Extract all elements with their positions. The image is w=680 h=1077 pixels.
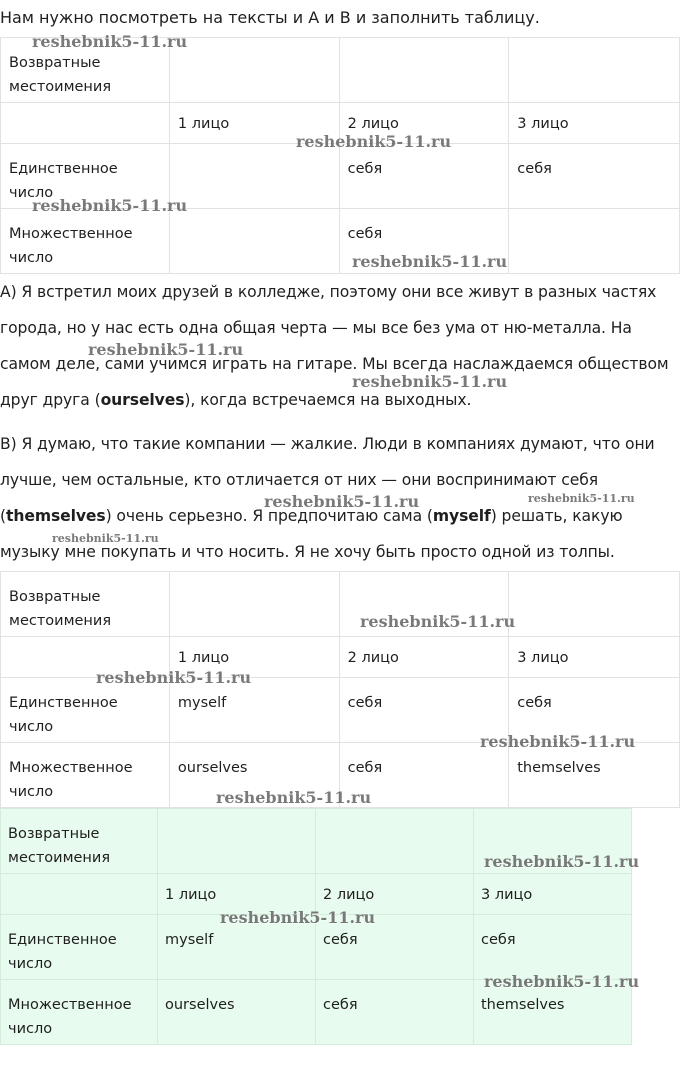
intro-text: Нам нужно посмотреть на тексты и А и В и заполнить таблицу. <box>0 8 540 27</box>
table-title-cell: Возвратные местоимения <box>1 38 170 103</box>
table-cell: себя <box>474 915 632 980</box>
table-cell: себя <box>509 144 680 209</box>
paragraph-b-text: ) очень серьезно. Я предпочитаю сама ( <box>105 507 433 525</box>
table-cell <box>169 209 339 274</box>
paragraph-b-text: ) решать, какую музыку мне покупать и что носить. Я не хочу быть просто одной из толпы. <box>0 507 623 561</box>
watermark: reshebnik5-11.ru <box>480 732 636 751</box>
table-cell <box>509 209 680 274</box>
table-title-cell: Возвратные местоимения <box>1 572 170 637</box>
watermark: reshebnik5-11.ru <box>96 668 252 687</box>
plural-row <box>1 209 680 274</box>
person-3-cell: 3 лицо <box>509 637 680 678</box>
table-cell: myself <box>158 915 316 980</box>
table-cell: себя <box>509 678 680 743</box>
table-cell: себя <box>339 144 509 209</box>
table-cell: themselves <box>474 980 632 1045</box>
singular-label: Единственное число <box>1 915 158 980</box>
table-cell: себя <box>316 915 474 980</box>
table-cell <box>158 809 316 874</box>
person-2-cell: 2 лицо <box>316 874 474 915</box>
table-cell: myself <box>169 678 339 743</box>
paragraph-a-text: ), когда встречаемся на выходных. <box>184 391 472 409</box>
watermark: reshebnik5-11.ru <box>296 132 452 151</box>
person-2-cell: 2 лицо <box>339 637 509 678</box>
watermark: reshebnik5-11.ru <box>352 252 508 271</box>
watermark: reshebnik5-11.ru <box>360 612 516 631</box>
bold-word: themselves <box>5 507 106 525</box>
plural-label: Множественное число <box>1 980 158 1045</box>
table-cell <box>1 874 158 915</box>
watermark: reshebnik5-11.ru <box>52 532 159 545</box>
pronoun-table-empty <box>0 37 680 274</box>
person-3-cell: 3 лицо <box>509 103 680 144</box>
singular-label: Единственное число <box>1 678 170 743</box>
watermark: reshebnik5-11.ru <box>352 372 508 391</box>
table-cell: себя <box>339 743 509 808</box>
watermark: reshebnik5-11.ru <box>484 852 640 871</box>
plural-label: Множественное число <box>1 209 170 274</box>
table-header-row <box>1 572 680 637</box>
table-cell: себя <box>339 209 509 274</box>
watermark: reshebnik5-11.ru <box>32 32 188 51</box>
watermark: reshebnik5-11.ru <box>264 492 420 511</box>
table-cell <box>509 38 680 103</box>
table-cell <box>169 572 339 637</box>
table-cell <box>339 38 509 103</box>
watermark: reshebnik5-11.ru <box>32 196 188 215</box>
person-3-cell: 3 лицо <box>474 874 632 915</box>
watermark: reshebnik5-11.ru <box>88 340 244 359</box>
table-cell <box>169 38 339 103</box>
table-cell: себя <box>339 678 509 743</box>
pronoun-table-filled <box>0 571 680 808</box>
table-cell: себя <box>316 980 474 1045</box>
person-1-cell: 1 лицо <box>158 874 316 915</box>
table-cell <box>1 103 170 144</box>
table-cell: ourselves <box>169 743 339 808</box>
table-cell: ourselves <box>158 980 316 1045</box>
paragraph-a-text: А) Я встретил моих друзей в колледже, поэтому они все живут в разных частях города, но у нас есть одна общая черта — мы все без ума от ню-металла. На самом деле, сами учимся играть на гитаре. Мы всегда наслаждаемся обществом друг друга ( <box>0 283 669 409</box>
person-1-cell: 1 лицо <box>169 637 339 678</box>
table-title-cell: Возвратные местоимения <box>1 809 158 874</box>
table-cell <box>316 809 474 874</box>
person-2-cell: 2 лицо <box>339 103 509 144</box>
watermark: reshebnik5-11.ru <box>216 788 372 807</box>
paragraph-b-text: В) Я думаю, что такие компании — жалкие. Люди в компаниях думают, что они лучше, чем остальные, кто отличается от них — они воспринимают себя ( <box>0 435 655 525</box>
table-cell <box>169 144 339 209</box>
watermark: reshebnik5-11.ru <box>220 908 376 927</box>
singular-label: Единственное число <box>1 144 170 209</box>
watermark: reshebnik5-11.ru <box>528 492 635 505</box>
watermark: reshebnik5-11.ru <box>484 972 640 991</box>
plural-label: Множественное число <box>1 743 170 808</box>
table-cell: themselves <box>509 743 680 808</box>
bold-word: myself <box>432 507 491 525</box>
table-cell <box>509 572 680 637</box>
person-1-cell: 1 лицо <box>169 103 339 144</box>
bold-word: ourselves <box>100 391 185 409</box>
